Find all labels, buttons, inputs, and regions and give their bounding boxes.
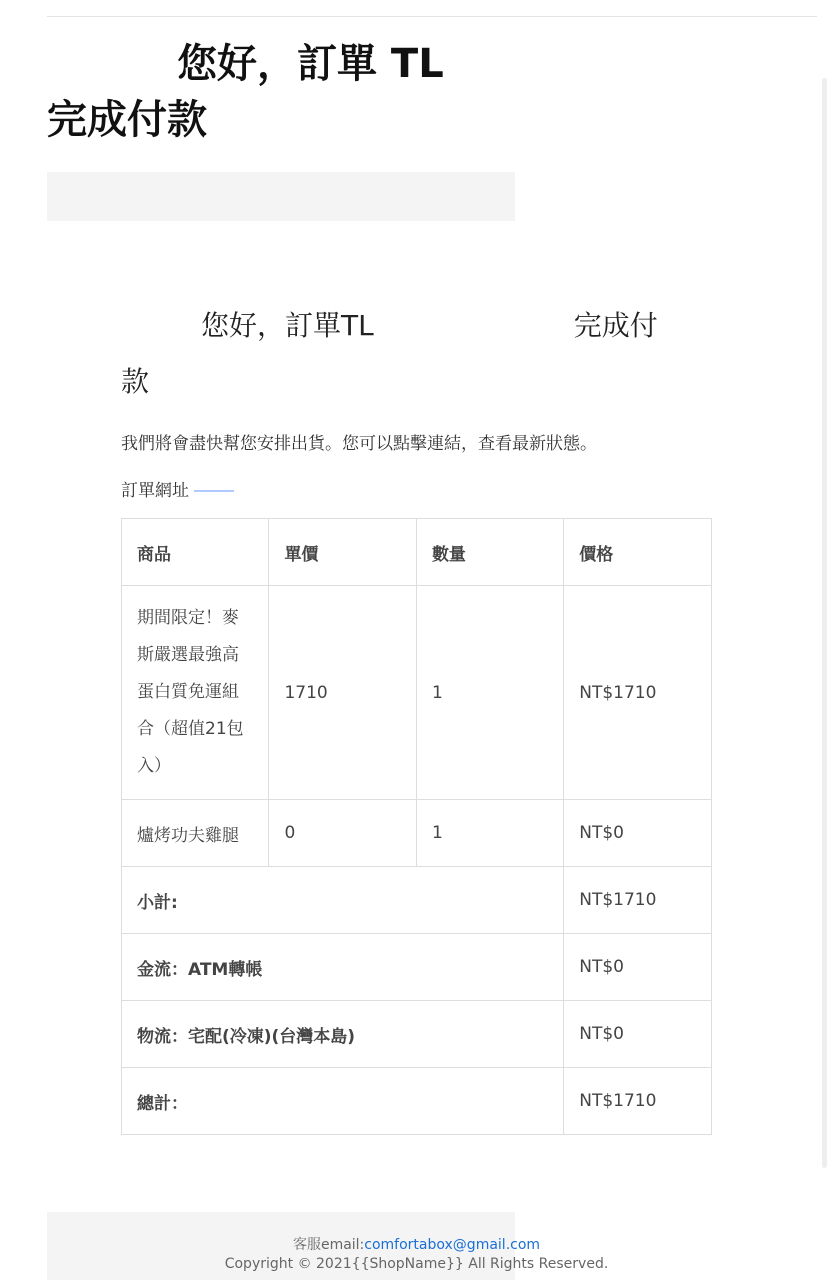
order-url-link[interactable] [194,490,234,492]
payment-value: NT$0 [564,934,712,1001]
row-unit-price: 1710 [269,586,417,800]
scrollbar[interactable] [822,78,827,1168]
row-price: NT$0 [564,800,712,867]
row-price: NT$1710 [564,586,712,800]
support-line [0,1236,833,1255]
greeting-status: 完成付 [573,309,658,342]
redacted-name [47,46,177,86]
order-url-label: 訂單網址 [121,481,189,501]
total-label: 總計： [122,1068,564,1135]
greeting-status-end: 款 [121,365,150,398]
subtotal-row [122,867,712,934]
row-quantity: 1 [416,586,563,800]
top-divider [47,16,817,17]
redacted-name [121,313,201,341]
order-url [121,478,712,504]
shipping-message: 我們將會盡快幫您安排出貨。您可以點擊連結，查看最新狀態。 [121,434,597,454]
order-table [121,518,712,1135]
support-email-link[interactable]: comfortabox@gmail.com [364,1237,541,1253]
payment-row [122,934,712,1001]
subtotal-value: NT$1710 [564,867,712,934]
title-greeting: 您好，訂單 TL [177,41,444,87]
table-row [122,586,712,800]
footer [0,1236,833,1274]
header-price: 價格 [564,519,712,586]
redacted-order-number [374,313,574,341]
title-status: 完成付款 [47,97,207,143]
shipping-label: 物流：宅配(冷凍)(台灣本島) [122,1001,564,1068]
header-banner [47,172,515,221]
subtotal-label: 小計: [122,867,564,934]
header-item: 商品 [122,519,269,586]
row-quantity: 1 [416,800,563,867]
shipping-value: NT$0 [564,1001,712,1068]
header-unit-price: 單價 [269,519,417,586]
greeting-heading [121,298,712,410]
header-quantity: 數量 [416,519,563,586]
table-header-row [122,519,712,586]
shipping-row [122,1001,712,1068]
table-row [122,800,712,867]
greeting-text: 您好，訂單TL [201,309,374,342]
page-title [47,36,807,148]
support-label: 客服email: [292,1237,365,1253]
payment-label: 金流：ATM轉帳 [122,934,564,1001]
copyright: Copyright © 2021{{ShopName}} All Rights Reserved. [224,1256,609,1272]
redacted-order-number [444,46,744,86]
total-row [122,1068,712,1135]
row-unit-price: 0 [269,800,417,867]
row-item: 爐烤功夫雞腿 [122,800,269,867]
email-body [121,298,712,504]
row-item: 期間限定！麥斯嚴選最強高蛋白質免運組合（超值21包入） [122,586,269,800]
total-value: NT$1710 [564,1068,712,1135]
